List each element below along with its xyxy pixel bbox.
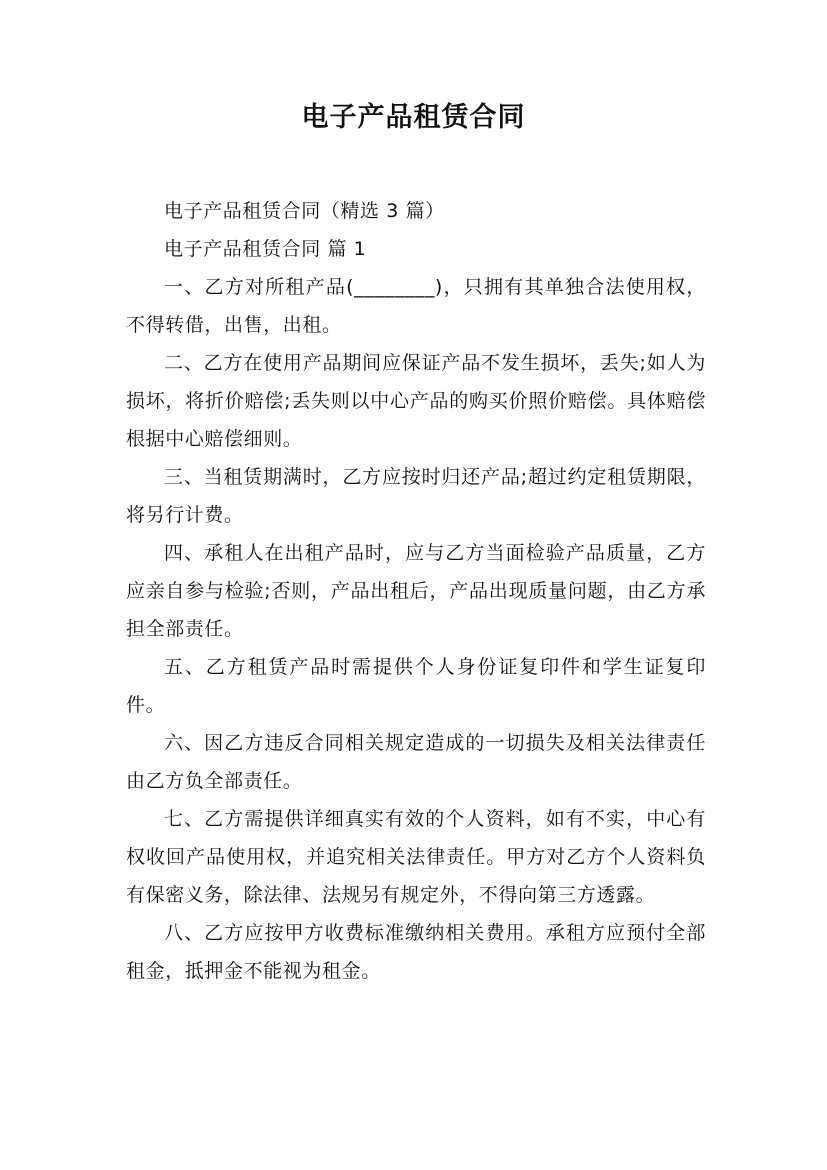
section-heading: 电子产品租赁合同 篇 1 (164, 238, 367, 260)
clause-3: 三、当租赁期满时，乙方应按时归还产品;超过约定租赁期限，将另行计费。 (126, 466, 706, 526)
clause-2: 二、乙方在使用产品期间应保证产品不发生损坏，丢失;如人为损坏，将折价赔偿;丢失则以中心产品的购买价照价赔偿。具体赔偿根据中心赔偿细则。 (126, 352, 706, 450)
document-body (126, 192, 706, 990)
clause-6: 六、因乙方违反合同相关规定造成的一切损失及相关法律责任由乙方负全部责任。 (126, 732, 706, 792)
clause-4: 四、承租人在出租产品时，应与乙方当面检验产品质量，乙方应亲自参与检验;否则，产品出租后，产品出现质量问题，由乙方承担全部责任。 (126, 542, 706, 640)
clause-5: 五、乙方租赁产品时需提供个人身份证复印件和学生证复印件。 (126, 656, 706, 716)
clause-8: 八、乙方应按甲方收费标准缴纳相关费用。承租方应预付全部租金，抵押金不能视为租金。 (126, 922, 706, 982)
document-title: 电子产品租赁合同 (301, 102, 526, 133)
clause-7: 七、乙方需提供详细真实有效的个人资料，如有不实，中心有权收回产品使用权，并追究相关法律责任。甲方对乙方个人资料负有保密义务，除法律、法规另有规定外，不得向第三方透露。 (126, 808, 706, 906)
document-subtitle: 电子产品租赁合同（精选 3 篇） (164, 200, 445, 222)
clause-1: 一、乙方对所租产品(________)，只拥有其单独合法使用权，不得转借，出售，出租。 (126, 276, 706, 336)
